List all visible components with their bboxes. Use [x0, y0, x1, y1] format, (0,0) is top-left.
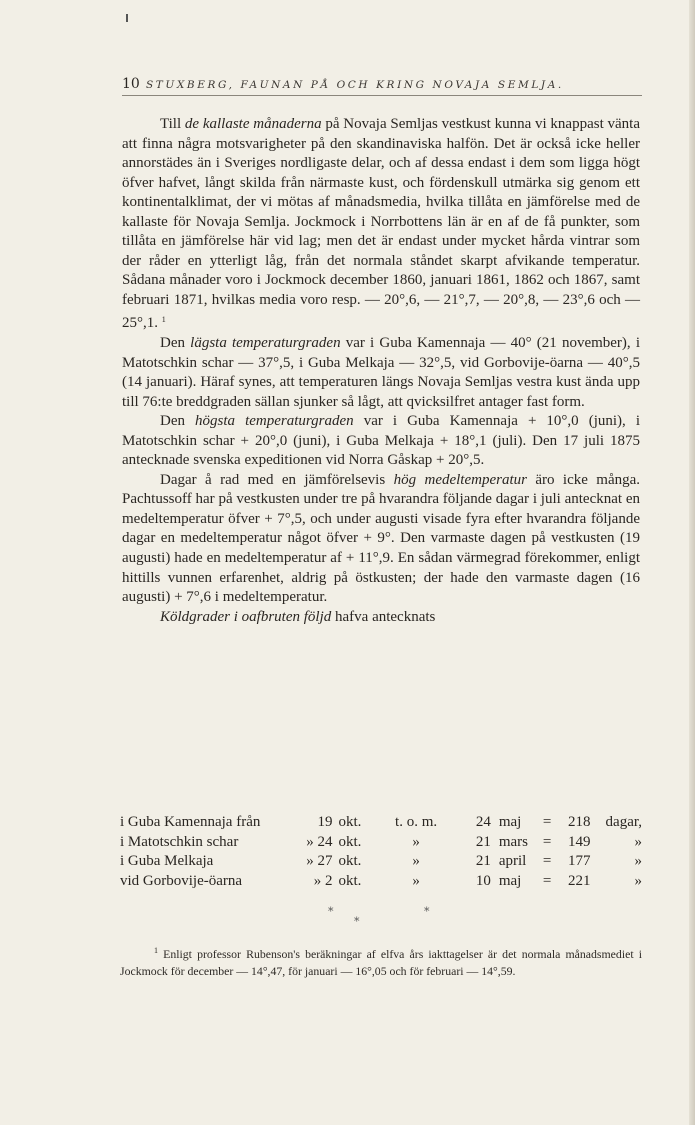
- table-cell-day1: 19: [317, 814, 333, 830]
- print-mark: [126, 14, 128, 22]
- table-cell-mid: »: [412, 833, 420, 850]
- table-row: [120, 833, 642, 853]
- page-number: 10: [122, 76, 140, 92]
- table-row: [120, 813, 642, 833]
- separator-star: *: [424, 905, 430, 918]
- table-cell-day1: » 24: [306, 833, 333, 850]
- table-cell-days: 149: [568, 833, 591, 850]
- page-header: [122, 74, 642, 94]
- table-cell-day2: 24: [475, 814, 491, 830]
- table-cell-eq: =: [542, 833, 552, 850]
- separator-star: *: [328, 905, 334, 918]
- paragraph-coldest-months: Till de kallaste månaderna på Novaja Semljas vestkust kunna vi knappast vänta att finna några motsvarigheter på den skandinaviska halfön. Det är också icke heller annorstädes än i Sveriges nordligaste delar, och af dessa endast i dem som ligga högt öfver hafvet, långt skilda från närmaste kust, och fördenskull utmärka sig genom ett kontinentalklimat, der vi mötas af månadsmedia, hvilka tillåta en jämförelse med de kallaste för Novaja Semlja. Jockmock i Norrbottens län är en af de få punkter, som tillåta en jämförelse här vid lag; men det är endast under mycket hårda vintrar som der råder en ytterligt låg, från det normala ståndet skarpt afvikande temperatur. Sådana månader voro i Jockmock december 1860, januari 1861, 1862 och 1867, samt februari 1871, hvilkas media voro resp. — 20°,6, — 21°,7, — 20°,8, — 23°,6 och — 25°,1. $^1$: [122, 116, 640, 332]
- paragraph-frost-days: Köldgrader i oafbruten följd hafva antecknats: [160, 608, 436, 625]
- table-cell-unit: »: [634, 872, 642, 889]
- table-row: [120, 872, 642, 892]
- table-cell-unit: »: [634, 833, 642, 850]
- table-cell-mon2: mars: [498, 833, 528, 850]
- table-cell-mid: t. o. m.: [395, 814, 438, 830]
- table-cell-days: 221: [568, 872, 591, 889]
- table-cell-eq: =: [542, 853, 552, 870]
- table-cell-mon1: okt.: [338, 853, 362, 870]
- table-cell-place: i Matotschkin schar: [120, 833, 239, 850]
- table-cell-mon1: okt.: [338, 833, 362, 850]
- table-row: [120, 852, 642, 872]
- table-cell-mon2: april: [498, 853, 527, 870]
- table-cell-day1: » 2: [313, 872, 333, 889]
- table-cell-unit: dagar,: [605, 814, 642, 830]
- footnote-ref: 1: [161, 315, 166, 325]
- table-cell-mon1: okt.: [338, 872, 362, 889]
- table-cell-mid: »: [412, 853, 420, 870]
- section-separator: [320, 905, 440, 929]
- paragraph-lowest-temperature: Den lägsta temperaturgraden var i Guba Kamennaja — 40° (21 november), i Matotschkin schar — 37°,5, i Guba Melkaja — 32°,5, vid Gorbovije-öarna — 40°,5 (14 januari). Häraf synes, att temperaturen längs Novaja Semljas vestra kust ända upp till 76:te breddgraden sällan sjunker så lågt, att qvicksilfret antager fast form.: [122, 335, 640, 410]
- table-cell-place: vid Gorbovije-öarna: [120, 872, 243, 889]
- footnote: [120, 942, 642, 980]
- paragraph-highest-temperature: Den högsta temperaturgraden var i Guba Kamennaja + 10°,0 (juni), i Matotschkin schar + 20°,0 (juni), i Guba Melkaja + 18°,1 (juli). Den 17 juli 1875 antecknade svenska expeditionen vid Norra Gåskap + 20°,5.: [122, 413, 640, 469]
- body-text: [122, 115, 640, 627]
- footnote-mark: 1: [154, 946, 158, 955]
- table-cell-days: 177: [568, 853, 591, 870]
- table-cell-mon1: okt.: [338, 814, 362, 830]
- table-cell-place: i Guba Kamennaja från: [120, 814, 261, 830]
- table-cell-day2: 21: [475, 853, 491, 870]
- table-cell-place: i Guba Melkaja: [120, 853, 214, 870]
- separator-star: *: [354, 915, 360, 928]
- table-cell-eq: =: [542, 814, 552, 830]
- footnote-text: Enligt professor Rubenson's beräkningar af elfva års iakttagelser är det normala månadsmediet i Jockmock för december — 14°,47, för januari — 16°,05 och för februari — 14°,59.: [120, 947, 643, 978]
- header-rule: [122, 95, 642, 96]
- frost-days-table: [120, 813, 642, 891]
- paragraph-high-mean-temperature: Dagar å rad med en jämförelsevis hög medeltemperatur äro icke många. Pachtussoff har på vestkusten under tre på hvarandra följande dagar i juli antecknat en medeltemperatur öfver + 7°,5, och under augusti visade fyra efter hvarandra följande dagar en medeltemperatur något öfver + 9°. Den varmaste dagen på vestkusten (19 augusti) hade en medeltemperatur af + 11°,9. En sådan värmegrad förekommer, enligt hittills vunnen erfarenhet, aldrig på östkusten; der hade den varmaste dagen (16 augusti) + 7°,6 i medeltemperatur.: [122, 471, 641, 606]
- running-head: STUXBERG, FAUNAN PÅ OCH KRING NOVAJA SEMLJA.: [146, 79, 564, 91]
- table-cell-mon2: maj: [498, 872, 522, 889]
- table-cell-day2: 21: [475, 833, 491, 850]
- page-edge-shadow: [689, 0, 695, 1125]
- table-cell-mon2: maj: [498, 814, 522, 830]
- table-cell-mid: »: [412, 872, 420, 889]
- table-cell-day1: » 27: [306, 853, 333, 870]
- table-cell-unit: »: [634, 853, 642, 870]
- table-cell-eq: =: [542, 872, 552, 889]
- table-cell-day2: 10: [475, 872, 491, 889]
- table-cell-days: 218: [568, 814, 591, 830]
